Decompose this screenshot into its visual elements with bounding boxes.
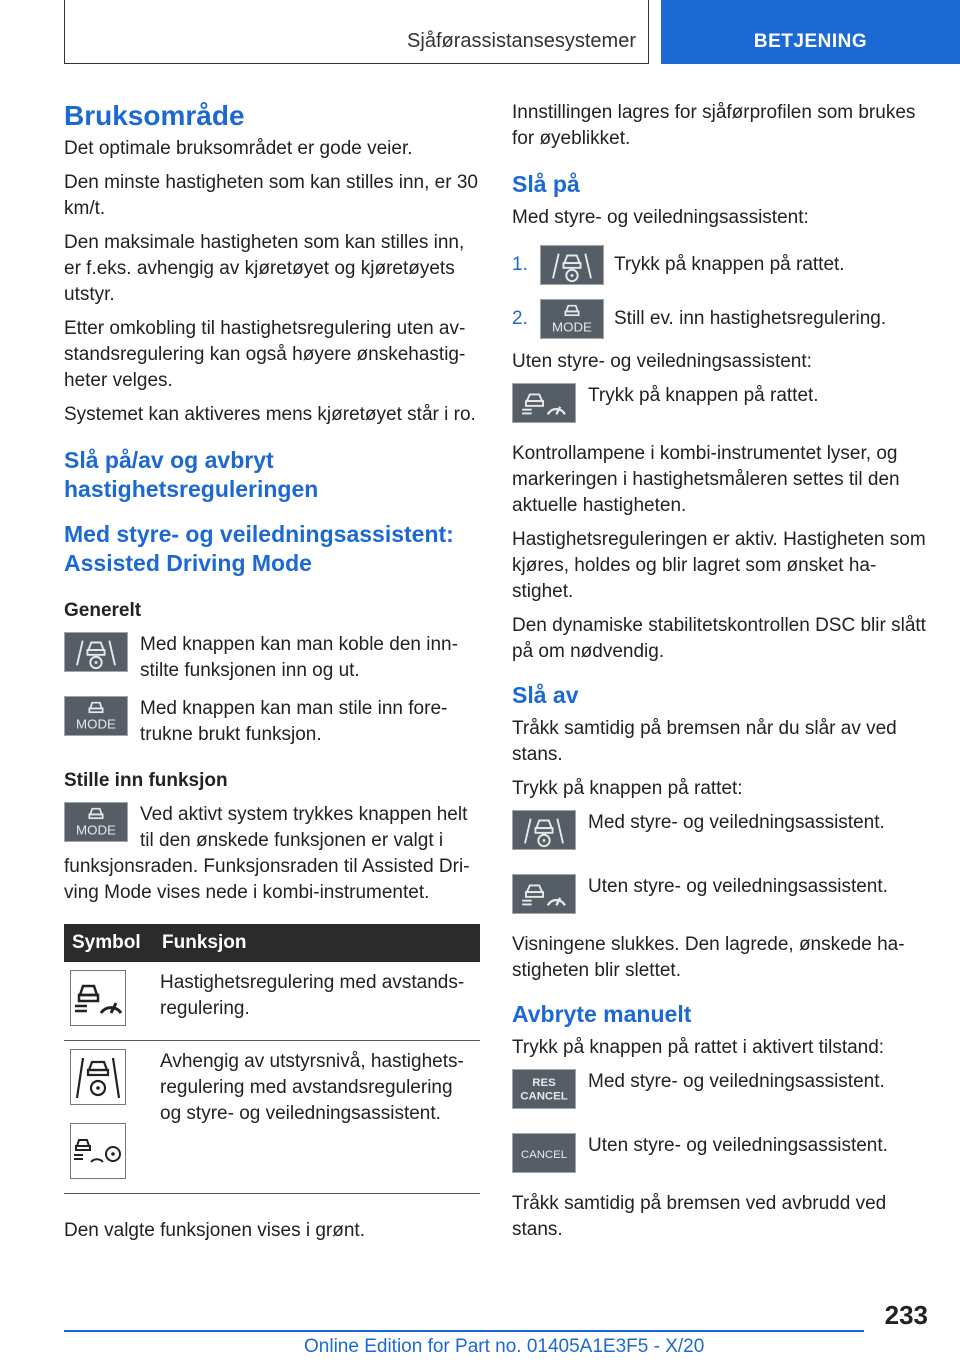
cancel-button-icon	[512, 1133, 576, 1173]
paragraph: Visningene slukkes. Den lagrede, ønskede hastigheten blir slettet.	[512, 934, 905, 981]
footer-divider	[64, 1330, 864, 1332]
avbryt-item	[512, 1133, 928, 1177]
heading-bruksomrade: Bruksområde	[64, 100, 245, 131]
table-header-symbol: Symbol	[64, 924, 154, 962]
paragraph: Med styre- og veiledningsassistent.	[588, 812, 885, 833]
avbryt-item	[512, 1069, 928, 1113]
step-text: Still ev. inn hastighetsregulering.	[614, 308, 887, 329]
mode-button-icon	[540, 299, 604, 339]
function-table	[64, 924, 480, 1194]
step-number: 1.	[512, 254, 528, 275]
paragraph: Innstillingen lagres for sjåførprofilen som brukes for øyeblikket.	[512, 102, 916, 149]
table-header-funksjon: Funksjon	[154, 924, 480, 962]
heading-slaa-paa-av: Slå på/av og avbryt hastighetsreguleringen	[64, 447, 319, 502]
av-item	[512, 810, 928, 854]
av-item	[512, 874, 928, 918]
res-cancel-button-icon	[512, 1069, 576, 1109]
driving-assist-button-icon	[540, 245, 604, 285]
header-chapter-title: BETJENING	[753, 31, 868, 52]
paragraph: Uten styre- og veiledningsassistent.	[588, 876, 888, 897]
paragraph: Den maksimale hastigheten som kan stilles inn, er f.eks. avhengig av kjøretøyet og kjøretøyets utstyr.	[64, 232, 465, 305]
mode-button-icon	[64, 696, 128, 736]
uten-item	[512, 383, 928, 427]
right-column	[512, 100, 928, 1251]
header-section-box	[64, 0, 649, 64]
paragraph: Systemet kan aktiveres mens kjøretøyet står i ro.	[64, 404, 476, 425]
paragraph: Tråkk samtidig på bremsen ved avbrudd ved stans.	[512, 1193, 887, 1240]
assist-lane-icon	[70, 1049, 126, 1105]
acc-steering-icon	[70, 1123, 126, 1179]
svg-text:RES: RES	[532, 1077, 556, 1090]
left-column	[64, 100, 480, 1252]
paragraph: Uten styre- og veiledningsassistent:	[512, 351, 812, 372]
svg-text:MODE: MODE	[76, 716, 116, 732]
table-row	[64, 1041, 480, 1194]
paragraph: Trykk på knappen på rattet.	[588, 385, 819, 406]
paragraph: Ved aktivt system trykkes knappen helt til den ønskede funksjonen er valgt i funksjonsraden. Funksjonsraden til Assisted Driving Mode vises nede i kombi-instrumentet.	[64, 804, 470, 903]
svg-text:CANCEL: CANCEL	[520, 1148, 568, 1161]
paragraph: Etter omkobling til hastighetsregulering uten avstandsregulering kan også høyere ønskehastigheter velges.	[64, 318, 466, 391]
paragraph: Det optimale bruksområdet er gode veier.	[64, 138, 413, 159]
paragraph: Trykk på knappen på rattet i aktivert tilstand:	[512, 1037, 885, 1058]
paragraph: Tråkk samtidig på bremsen når du slår av ved stans.	[512, 718, 897, 765]
mode-button-icon	[64, 802, 128, 842]
paragraph: Med knappen kan man stile inn foretrukne brukt funksjon.	[140, 698, 448, 745]
header-chapter-tab	[661, 0, 960, 64]
table-cell: Avhengig av utstyrsnivå, hastighetsregulering med avstandsregulering og styre- og veiledningsassistent.	[154, 1041, 480, 1194]
table-cell: Hastighetsregulering med avstandsregulering.	[154, 962, 480, 1041]
step-2	[512, 299, 928, 339]
step-number: 2.	[512, 308, 528, 329]
generelt-item	[64, 632, 480, 684]
acc-icon	[70, 970, 126, 1026]
page-number: 233	[884, 1300, 928, 1330]
heading-med-styre: Med styre- og veiledningsassistent: Assisted Driving Mode	[64, 521, 454, 576]
heading-avbryte: Avbryte manuelt	[512, 1001, 692, 1027]
paragraph: Den valgte funksjonen vises i grønt.	[64, 1220, 365, 1241]
svg-text:MODE: MODE	[552, 319, 592, 335]
table-row	[64, 962, 480, 1041]
acc-button-icon	[512, 383, 576, 423]
heading-slaa-paa: Slå på	[512, 171, 580, 197]
driving-assist-button-icon	[512, 810, 576, 850]
header-section-title: Sjåførassistansesystemer	[407, 30, 636, 52]
acc-button-icon	[512, 874, 576, 914]
paragraph: Trykk på knappen på rattet:	[512, 778, 743, 799]
heading-slaa-av: Slå av	[512, 682, 579, 708]
paragraph: Med styre- og veiledningsassistent:	[512, 207, 809, 228]
heading-stille-inn: Stille inn funksjon	[64, 770, 228, 791]
stille-inn-item	[64, 802, 480, 906]
paragraph: Uten styre- og veiledningsassistent.	[588, 1135, 888, 1156]
generelt-item	[64, 696, 480, 748]
footer-edition: Online Edition for Part no. 01405A1E3F5 - X/20	[304, 1336, 705, 1357]
paragraph: Med knappen kan man koble den innstilte funksjonen inn og ut.	[140, 634, 458, 681]
paragraph: Kontrollampene i kombi-instrumentet lyser, og markeringen i hastighetsmåleren settes til den aktuelle hastigheten.	[512, 443, 900, 516]
paragraph: Den minste hastigheten som kan stilles inn, er 30 km/t.	[64, 172, 478, 219]
heading-generelt: Generelt	[64, 600, 142, 621]
paragraph: Den dynamiske stabilitetskontrollen DSC blir slått på om nødvendig.	[512, 615, 926, 662]
paragraph: Hastighetsreguleringen er aktiv. Hastigheten som kjøres, holdes og blir lagret som ønsket hastighet.	[512, 529, 926, 602]
step-1	[512, 245, 928, 285]
paragraph: Med styre- og veiledningsassistent.	[588, 1071, 885, 1092]
driving-assist-button-icon	[64, 632, 128, 672]
svg-text:MODE: MODE	[76, 822, 116, 838]
step-text: Trykk på knappen på rattet.	[614, 254, 845, 275]
svg-text:CANCEL: CANCEL	[520, 1090, 568, 1103]
